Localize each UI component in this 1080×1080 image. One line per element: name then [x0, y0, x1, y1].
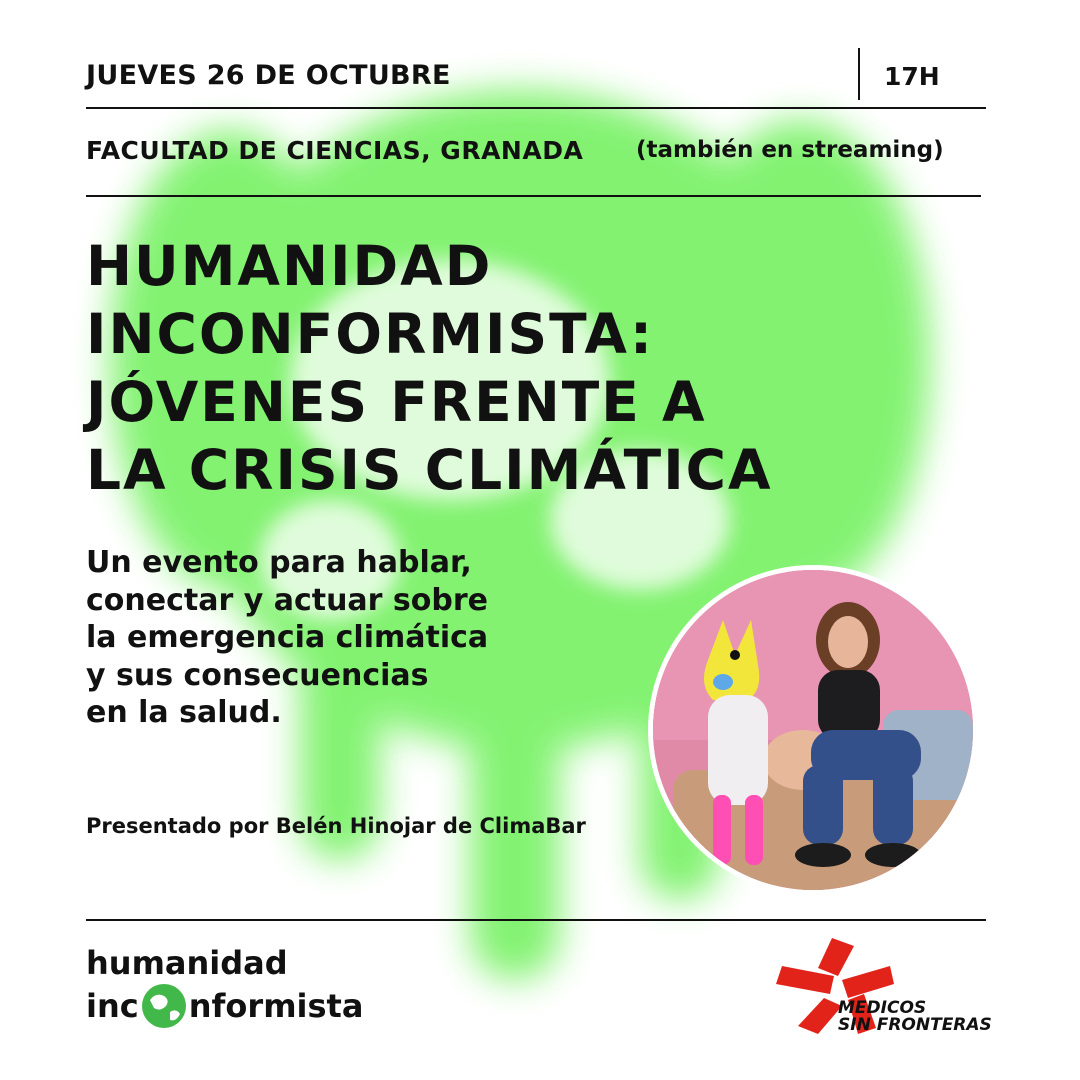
- logo-line-2-start: inc: [86, 987, 139, 1025]
- humanidad-inconformista-logo: [86, 944, 363, 1030]
- msf-line-1: MEDICOS: [838, 998, 927, 1018]
- description-line: Un evento para hablar,: [86, 545, 472, 580]
- venue-rule: [86, 195, 981, 197]
- presenter-credit: Presentado por Belén Hinojar de ClimaBar: [86, 814, 586, 838]
- description-line: en la salud.: [86, 695, 282, 730]
- footer-rule: [86, 919, 986, 921]
- logo-line-2: [86, 982, 363, 1030]
- event-title: [86, 232, 773, 504]
- title-line: LA CRISIS CLIMÁTICA: [86, 438, 773, 502]
- title-line: HUMANIDAD: [86, 234, 493, 298]
- logo-line-1: humanidad: [86, 944, 288, 982]
- streaming-note: (también en streaming): [636, 137, 944, 163]
- header-rule: [86, 107, 986, 109]
- event-venue: FACULTAD DE CIENCIAS, GRANADA: [86, 136, 584, 165]
- title-line: INCONFORMISTA:: [86, 302, 654, 366]
- presenter-photo: [648, 565, 978, 895]
- event-date: JUEVES 26 DE OCTUBRE: [86, 60, 451, 91]
- header-divider: [858, 48, 860, 100]
- description-line: conectar y actuar sobre: [86, 582, 488, 618]
- title-line: JÓVENES FRENTE A: [86, 370, 707, 434]
- msf-wordmark: [838, 1000, 992, 1034]
- description-line: y sus consecuencias: [86, 657, 429, 693]
- presenter-photo-illustration: [653, 570, 973, 890]
- msf-line-2: SIN FRONTERAS: [838, 1015, 992, 1035]
- logo-line-2-end: nformista: [188, 987, 364, 1025]
- event-time: 17H: [884, 62, 940, 91]
- description-line: la emergencia climática: [86, 620, 489, 655]
- event-description: [86, 544, 488, 732]
- globe-icon: [140, 982, 188, 1030]
